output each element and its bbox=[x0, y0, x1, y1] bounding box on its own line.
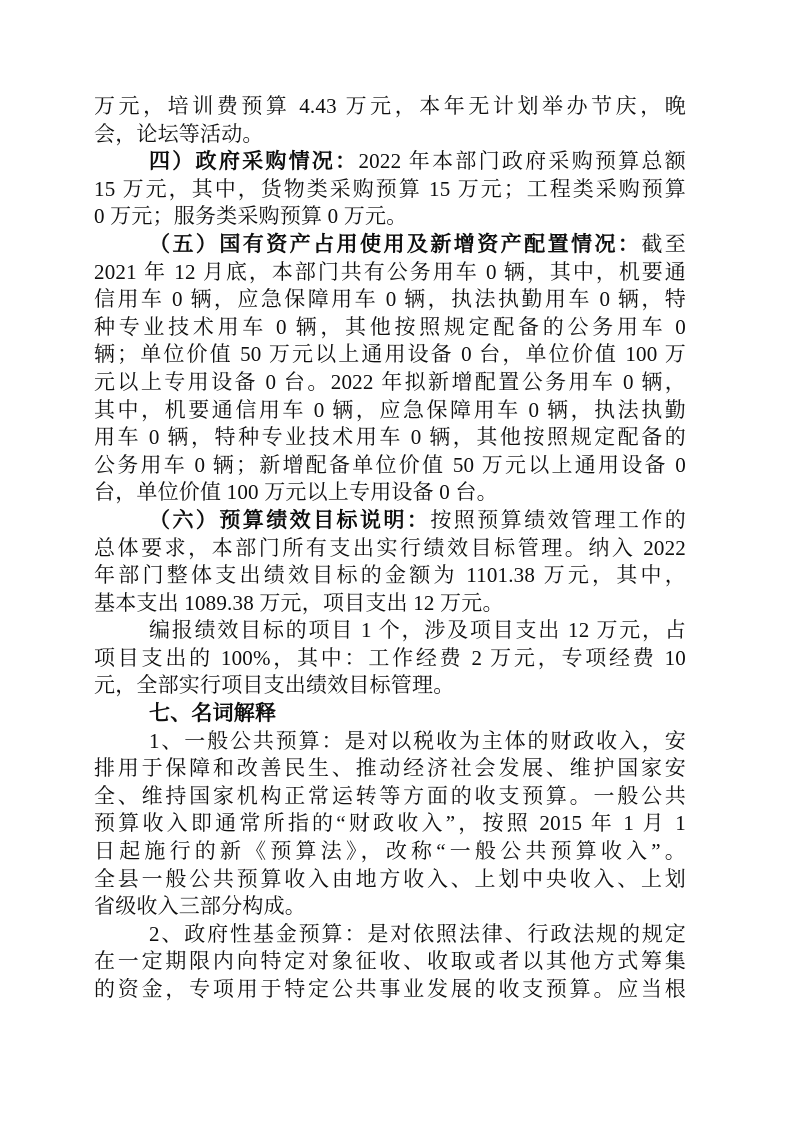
text-run: 元以上专用设备 0 台。2022 年拟新增配置公务用车 0 辆， bbox=[94, 369, 686, 394]
text-line bbox=[94, 121, 686, 149]
text-run: 预算收入即通常所指的“财政收入”，按照 2015 年 1 月 1 bbox=[94, 811, 686, 836]
text-line bbox=[94, 314, 686, 342]
text-line bbox=[94, 976, 686, 1004]
text-run: 会，论坛等活动。 bbox=[94, 121, 264, 146]
text-run: 2022 年本部门政府采购预算总额 bbox=[358, 149, 686, 174]
text-run: 其中，机要通信用车 0 辆，应急保障用车 0 辆，执法执勤 bbox=[94, 397, 686, 422]
text-line bbox=[94, 341, 686, 369]
text-line bbox=[94, 590, 686, 618]
text-line bbox=[94, 866, 686, 894]
text-run: 种专业技术用车 0 辆，其他按照规定配备的公务用车 0 bbox=[94, 314, 686, 339]
text-line bbox=[94, 700, 686, 728]
text-run: 在一定期限内向特定对象征收、收取或者以其他方式筹集 bbox=[94, 949, 686, 974]
text-line bbox=[94, 452, 686, 480]
text-run: 0 万元；服务类采购预算 0 万元。 bbox=[94, 204, 408, 229]
text-line bbox=[94, 176, 686, 204]
text-run: 排用于保障和改善民生、推动经济社会发展、维护国家安 bbox=[94, 756, 686, 781]
text-line bbox=[94, 148, 686, 176]
text-run: 总体要求，本部门所有支出实行绩效目标管理。纳入 2022 bbox=[94, 535, 686, 560]
text-line bbox=[94, 893, 686, 921]
text-run: 基本支出 1089.38 万元，项目支出 12 万元。 bbox=[94, 590, 504, 615]
text-line bbox=[94, 617, 686, 645]
text-line bbox=[94, 535, 686, 563]
text-line bbox=[94, 672, 686, 700]
text-line bbox=[94, 921, 686, 949]
text-line bbox=[94, 810, 686, 838]
text-run: 15 万元，其中，货物类采购预算 15 万元；工程类采购预算 bbox=[94, 176, 686, 201]
text-run: 台，单位价值 100 万元以上专用设备 0 台。 bbox=[94, 480, 498, 505]
text-run: 省级收入三部分构成。 bbox=[94, 894, 306, 919]
text-line bbox=[94, 369, 686, 397]
text-run: 按照预算绩效管理工作的 bbox=[430, 507, 686, 532]
text-line bbox=[94, 479, 686, 507]
text-run: 辆；单位价值 50 万元以上通用设备 0 台，单位价值 100 万 bbox=[94, 342, 686, 367]
text-run: 全、维持国家机构正常运转等方面的收支预算。一般公共 bbox=[94, 783, 686, 808]
text-run: 公务用车 0 辆；新增配备单位价值 50 万元以上通用设备 0 bbox=[94, 452, 686, 477]
text-run: 万元，培训费预算 4.43 万元，本年无计划举办节庆，晚 bbox=[94, 94, 686, 118]
text-run-bold: （六）预算绩效目标说明： bbox=[149, 507, 431, 532]
text-line bbox=[94, 286, 686, 314]
text-line bbox=[94, 397, 686, 425]
text-run: 日起施行的新《预算法》，改称“一般公共预算收入”。 bbox=[94, 839, 686, 864]
text-line bbox=[94, 838, 686, 866]
text-run: 全县一般公共预算收入由地方收入、上划中央收入、上划 bbox=[94, 866, 686, 891]
text-run: 的资金，专项用于特定公共事业发展的收支预算。应当根 bbox=[94, 977, 686, 1001]
text-line bbox=[94, 259, 686, 287]
text-run-bold: （五）国有资产占用使用及新增资产配置情况： bbox=[149, 231, 642, 256]
text-run: 1、一般公共预算：是对以税收为主体的财政收入，安 bbox=[149, 728, 686, 753]
text-run-bold: 四）政府采购情况： bbox=[149, 149, 359, 174]
text-run: 年部门整体支出绩效目标的金额为 1101.38 万元，其中， bbox=[94, 563, 686, 588]
text-line bbox=[94, 755, 686, 783]
text-run-bold: 七、名词解释 bbox=[149, 701, 277, 726]
text-run: 用车 0 辆，特种专业技术用车 0 辆，其他按照规定配备的 bbox=[94, 425, 686, 450]
text-run: 项目支出的 100%，其中：工作经费 2 万元，专项经费 10 bbox=[94, 645, 686, 670]
text-line bbox=[94, 645, 686, 673]
text-line bbox=[94, 507, 686, 535]
text-line bbox=[94, 93, 686, 121]
text-run: 2021 年 12 月底，本部门共有公务用车 0 辆，其中，机要通 bbox=[94, 259, 686, 284]
text-line bbox=[94, 728, 686, 756]
text-line bbox=[94, 424, 686, 452]
text-run: 信用车 0 辆，应急保障用车 0 辆，执法执勤用车 0 辆，特 bbox=[94, 287, 686, 312]
text-run: 编报绩效目标的项目 1 个，涉及项目支出 12 万元，占 bbox=[149, 618, 686, 643]
text-line bbox=[94, 783, 686, 811]
text-line bbox=[94, 948, 686, 976]
text-line bbox=[94, 203, 686, 231]
text-run: 2、政府性基金预算：是对依照法律、行政法规的规定 bbox=[149, 921, 686, 946]
text-run: 截至 bbox=[641, 231, 686, 256]
text-line bbox=[94, 231, 686, 259]
text-line bbox=[94, 562, 686, 590]
document-text-block bbox=[94, 93, 686, 1004]
text-run: 元，全部实行项目支出绩效目标管理。 bbox=[94, 673, 455, 698]
